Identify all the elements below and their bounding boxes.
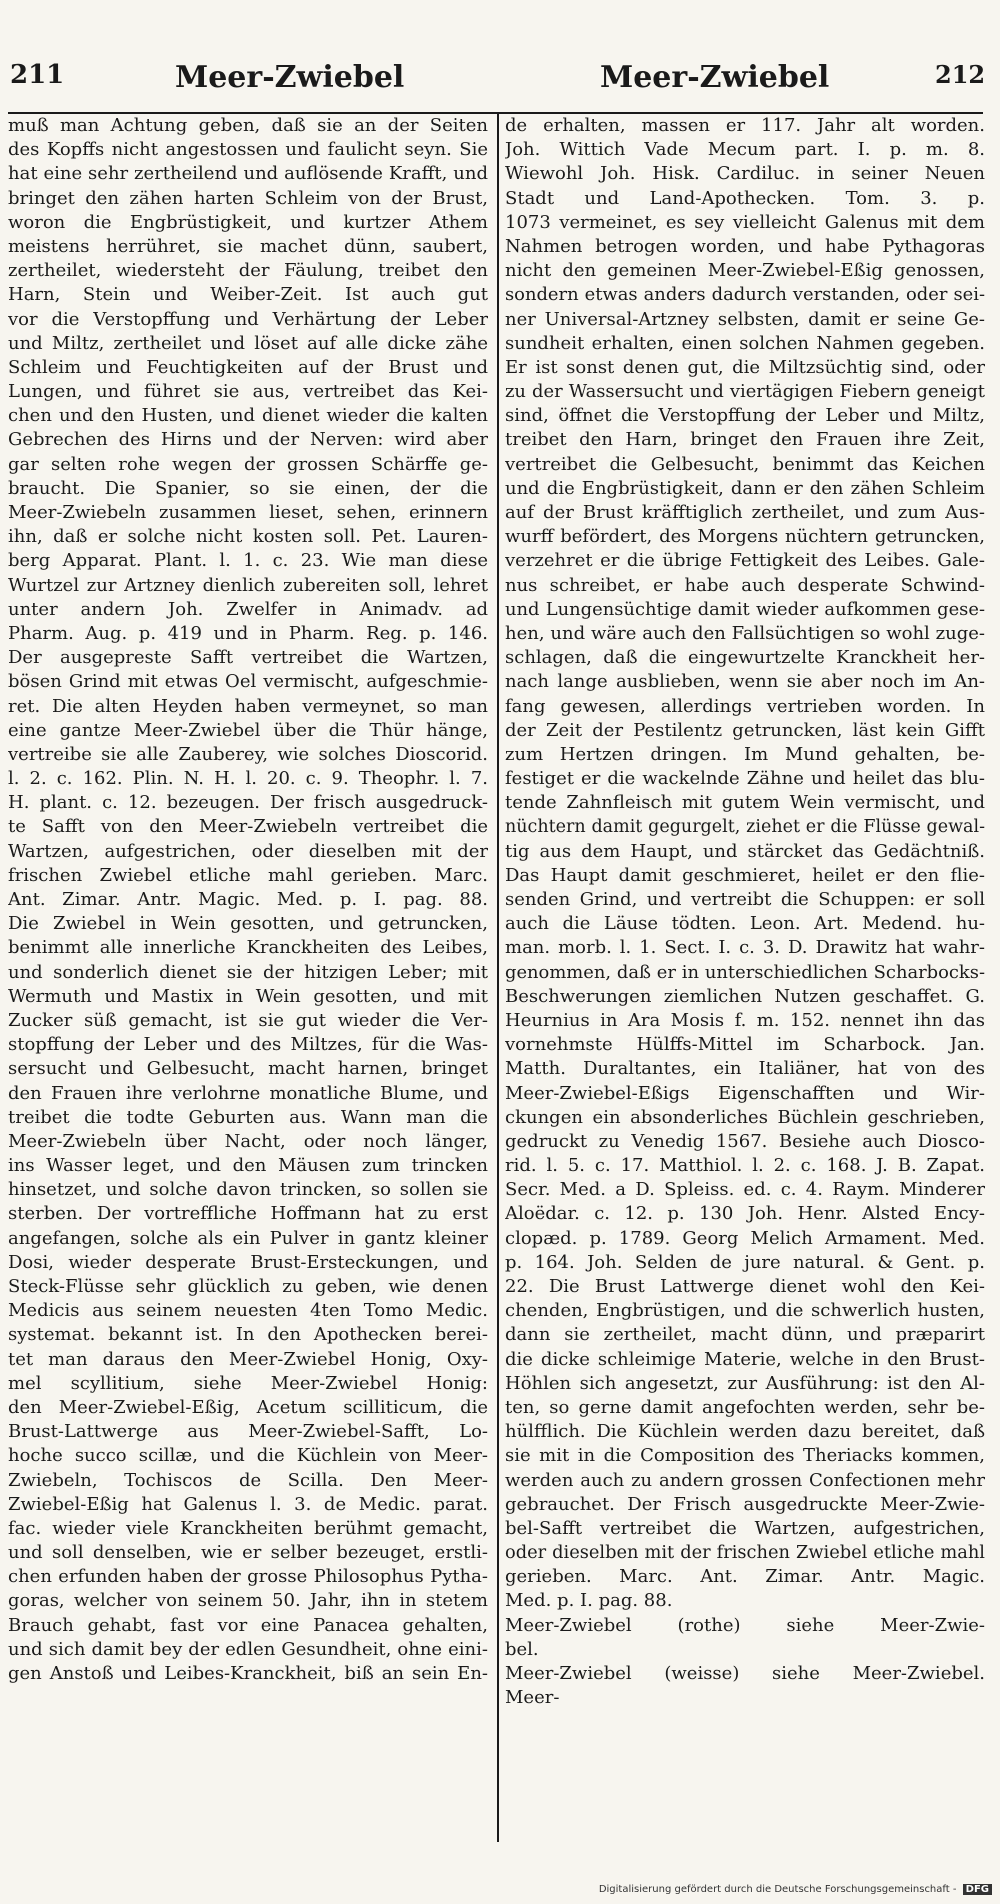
text-line: sterben. Der vortreffliche Hoffmann hat zu erst xyxy=(8,1203,488,1225)
running-title-right: Meer-Zwiebel xyxy=(600,60,830,95)
text-line: vertreibet die Gelbesucht, benimmt das Keichen xyxy=(505,453,985,475)
text-line: senden Grind, und vertreibt die Schuppen: er soll xyxy=(505,889,985,910)
text-line: tig aus dem Haupt, und stärcket das Gedächtniß. xyxy=(505,840,985,862)
text-line: Beschwerungen ziemlichen Nutzen geschaffet. G. xyxy=(505,985,985,1007)
text-line: ihn, daß er solche nicht kosten soll. Pet. Lauren- xyxy=(8,526,488,548)
text-line: Dosi, wieder desperate Brust-Ersteckungen, und xyxy=(8,1251,488,1273)
text-line: hülfflich. Die Küchlein werden dazu bereitet, daß xyxy=(505,1421,985,1443)
text-line: braucht. Die Spanier, so sie einen, der die xyxy=(8,477,488,499)
text-line: vor die Verstopffung und Verhärtung der Leber xyxy=(8,308,488,330)
text-line: hoche succo scillæ, und die Küchlein von Meer- xyxy=(8,1445,488,1467)
text-line: und sonderlich dienet sie der hitzigen Leber; mit xyxy=(8,961,488,983)
text-line: verzehret er die übrige Fettigkeit des Leibes. Gale- xyxy=(505,550,985,572)
text-line: muß man Achtung geben, daß sie an der Seiten xyxy=(8,115,488,136)
text-line: und die Engbrüstigkeit, dann er den zähen Schleim xyxy=(505,477,985,499)
text-line: meistens herrühret, sie machet dünn, saubert, xyxy=(8,235,488,257)
text-line: ret. Die alten Heyden haben vermeynet, so man xyxy=(8,695,488,717)
text-line: Zwiebel-Eßig hat Galenus l. 3. de Medic. parat. xyxy=(8,1493,488,1515)
text-line: Meer- xyxy=(505,1687,560,1709)
text-line: Ant. Zimar. Antr. Magic. Med. p. I. pag. 88. xyxy=(8,889,488,910)
text-line: zu der Wassersucht und viertägigen Fiebern geneigt xyxy=(505,381,985,403)
text-line: te Safft von den Meer-Zwiebeln vertreibet die xyxy=(8,816,488,838)
text-line: nach lange ausblieben, wenn sie aber noch im An- xyxy=(505,671,985,693)
text-line: de erhalten, massen er 117. Jahr alt worden. xyxy=(505,115,985,136)
text-line: Meer-Zwiebeln über Nacht, oder noch länger, xyxy=(8,1130,488,1152)
text-line: hat eine sehr zertheilend und auflösende Krafft, und xyxy=(8,163,488,185)
text-line: werden auch zu andern grossen Confectionen mehr xyxy=(505,1469,985,1491)
dfg-logo: DFG xyxy=(963,1884,992,1895)
text-line: hen, und wäre auch den Fallsüchtigen so wohl zuge- xyxy=(505,622,985,644)
text-line: schlagen, daß die eingewurtzelte Kranckheit her- xyxy=(505,647,985,669)
text-line: vertreibe sie alle Zauberey, wie solches Dioscorid. xyxy=(8,743,488,765)
running-header xyxy=(0,52,1000,108)
text-line: Meer-Zwiebeln zusammen lieset, sehen, erinnern xyxy=(8,502,488,523)
text-line: gerieben. Marc. Ant. Zimar. Antr. Magic. xyxy=(505,1566,985,1588)
text-line: mel scyllitium, siehe Meer-Zwiebel Honig: xyxy=(8,1372,488,1394)
text-line: Brust-Lattwerge aus Meer-Zwiebel-Safft, Lo- xyxy=(8,1421,488,1443)
running-title-left: Meer-Zwiebel xyxy=(175,60,405,95)
text-line: ckungen ein absonderliches Büchlein geschrieben, xyxy=(505,1106,985,1128)
page-number-left: 211 xyxy=(10,60,65,90)
text-line: bel-Safft vertreibet die Wartzen, aufgestrichen, xyxy=(505,1517,985,1539)
text-line: clopæd. p. 1789. Georg Melich Armament. Med. xyxy=(505,1227,985,1249)
text-line: Zucker süß gemacht, ist sie gut wieder die Ver- xyxy=(8,1009,488,1031)
text-line: gar selten rohe wegen der grossen Schärffe ge- xyxy=(8,453,488,475)
text-line: 1073 vermeinet, es sey vielleicht Galenus mit dem xyxy=(505,211,985,233)
text-line: Wartzen, aufgestrichen, oder dieselben mit der xyxy=(8,840,488,862)
column-divider xyxy=(497,112,499,1842)
text-line: gedruckt zu Venedig 1567. Besiehe auch Diosco- xyxy=(505,1130,985,1152)
text-line: oder dieselben mit der frischen Zwiebel etliche mahl xyxy=(505,1542,985,1564)
text-line: Die Zwiebel in Wein gesotten, und getruncken, xyxy=(8,913,488,935)
text-line: Lungen, und führet sie aus, vertreibet das Kei- xyxy=(8,381,488,403)
text-line: sondern etwas anders dadurch verstanden, oder sei- xyxy=(505,284,985,306)
text-line: wurff befördert, des Morgens nüchtern getruncken, xyxy=(505,526,985,548)
text-line: und soll denselben, wie er selber bezeuget, erstli- xyxy=(8,1542,488,1564)
text-line: zertheilet, wiedersteht der Fäulung, treibet den xyxy=(8,260,488,282)
text-line: Der ausgepreste Safft vertreibet die Wartzen, xyxy=(8,647,488,669)
text-line: des Kopffs nicht angestossen und faulicht seyn. Sie xyxy=(8,139,488,161)
text-line: Gebrechen des Hirns und der Nerven: wird aber xyxy=(8,429,488,451)
text-line: dann sie zertheilet, macht dünn, und præparirt xyxy=(505,1324,985,1346)
text-line: gen Anstoß und Leibes-Kranckheit, biß an sein En- xyxy=(8,1663,488,1684)
text-line: rid. l. 5. c. 17. Matthiol. l. 2. c. 168. J. B. Zapat. xyxy=(505,1155,985,1177)
text-line: genommen, daß er in unterschiedlichen Scharbocks- xyxy=(505,961,985,983)
text-line: den Meer-Zwiebel-Eßig, Acetum scilliticum, die xyxy=(8,1396,488,1418)
text-line: H. plant. c. 12. bezeugen. Der frisch ausgedruck- xyxy=(8,792,488,814)
text-line: sind, öffnet die Verstopffung der Leber und Miltz, xyxy=(505,405,985,427)
text-line: auf der Brust kräfftiglich zertheilet, und zum Aus- xyxy=(505,502,985,523)
text-column-left xyxy=(8,114,488,1686)
text-line: ner Universal-Artzney selbsten, damit er seine Ge- xyxy=(505,308,985,330)
text-line: l. 2. c. 162. Plin. N. H. l. 20. c. 9. Theophr. l. 7. xyxy=(8,768,488,790)
text-line: berg Apparat. Plant. l. 1. c. 23. Wie man diese xyxy=(8,550,488,572)
text-line: Zwiebeln, Tochiscos de Scilla. Den Meer- xyxy=(8,1469,488,1491)
text-column-right xyxy=(505,114,985,1710)
text-line: und Miltz, zertheilet und löset auf alle dicke zähe xyxy=(8,332,488,354)
text-line: Er ist sonst denen gut, die Miltzsüchtig sind, oder xyxy=(505,356,985,378)
text-line: Wermuth und Mastix in Wein gesotten, und mit xyxy=(8,985,488,1007)
credit-text: Digitalisierung gefördert durch die Deutsche Forschungsgemeinschaft - xyxy=(598,1884,957,1895)
text-line: Meer-Zwiebel (weisse) siehe Meer-Zwiebel. xyxy=(505,1663,985,1684)
text-line: woron die Engbrüstigkeit, und kurtzer Athem xyxy=(8,211,488,233)
text-line: zum Hertzen dringen. Im Mund gehalten, be- xyxy=(505,743,985,765)
text-line: sie mit in die Composition des Theriacks kommen, xyxy=(505,1445,985,1467)
text-line: die dicke schleimige Materie, welche in den Brust- xyxy=(505,1348,985,1370)
text-line: bel. xyxy=(505,1638,539,1660)
text-line: systemat. bekannt ist. In den Apothecken berei- xyxy=(8,1324,488,1346)
text-line: p. 164. Joh. Selden de jure natural. & Gent. p. xyxy=(505,1251,985,1273)
text-line: sersucht und Gelbesucht, macht harnen, bringet xyxy=(8,1058,488,1080)
text-line: Wurtzel zur Artzney dienlich zubereiten soll, lehret xyxy=(8,574,488,596)
text-line: chen erfunden haben der grosse Philosophus Pytha- xyxy=(8,1566,488,1588)
text-line: unter andern Joh. Zwelfer in Animadv. ad xyxy=(8,598,488,620)
text-line: man. morb. l. 1. Sect. I. c. 3. D. Drawitz hat wahr- xyxy=(505,937,985,959)
text-line: ins Wasser leget, und den Mäusen zum trincken xyxy=(8,1155,488,1177)
page-number-right: 212 xyxy=(935,60,986,89)
text-line: stopffung der Leber und des Miltzes, für die Was- xyxy=(8,1034,488,1056)
text-line: Stadt und Land-Apothecken. Tom. 3. p. xyxy=(505,187,985,209)
text-line: fang gewesen, allerdings vertrieben worden. In xyxy=(505,695,985,717)
text-line: Joh. Wittich Vade Mecum part. I. p. m. 8. xyxy=(505,139,985,161)
text-line: Pharm. Aug. p. 419 und in Pharm. Reg. p. 146. xyxy=(8,622,488,644)
text-line: frischen Zwiebel etliche mahl gerieben. Marc. xyxy=(8,864,488,886)
text-line: Meer-Zwiebel (rothe) siehe Meer-Zwie- xyxy=(505,1614,985,1636)
text-line: Nahmen betrogen worden, und habe Pythagoras xyxy=(505,235,985,257)
text-line: Höhlen sich angesetzt, zur Ausführung: ist den Al- xyxy=(505,1372,985,1394)
text-line: treibet die todte Geburten aus. Wann man die xyxy=(8,1106,488,1128)
text-line: benimmt alle innerliche Kranckheiten des Leibes, xyxy=(8,937,488,959)
text-line: Secr. Med. a D. Spleiss. ed. c. 4. Raym. Minderer xyxy=(505,1179,985,1201)
text-line: den Frauen ihre verlohrne monatliche Blume, und xyxy=(8,1082,488,1104)
text-line: gebrauchet. Der Frisch ausgedruckte Meer-Zwie- xyxy=(505,1493,985,1515)
text-line: eine gantze Meer-Zwiebel über die Thür hänge, xyxy=(8,719,488,741)
text-line: fac. wieder viele Kranckheiten berühmt gemacht, xyxy=(8,1517,488,1539)
text-line: bringet den zähen harten Schleim von der Brust, xyxy=(8,187,488,209)
text-line: nicht den gemeinen Meer-Zwiebel-Eßig genossen, xyxy=(505,260,985,282)
text-line: Heurnius in Ara Mosis f. m. 152. nennet ihn das xyxy=(505,1009,985,1031)
text-line: Matth. Duraltantes, ein Italiäner, hat von des xyxy=(505,1058,985,1080)
text-line: Wiewohl Joh. Hisk. Cardiluc. in seiner Neuen xyxy=(505,163,985,185)
text-line: der Zeit der Pestilentz getruncken, läst kein Gifft xyxy=(505,719,985,741)
text-line: vornehmste Hülffs-Mittel im Scharbock. Jan. xyxy=(505,1034,985,1056)
text-line: nus schreibet, er habe auch desperate Schwind- xyxy=(505,574,985,596)
text-line: tende Zahnfleisch mit gutem Wein vermischt, und xyxy=(505,792,985,814)
text-line: tet man daraus den Meer-Zwiebel Honig, Oxy- xyxy=(8,1348,488,1370)
text-line: Medicis aus seinem neuesten 4ten Tomo Medic. xyxy=(8,1300,488,1322)
text-line: und Lungensüchtige damit wieder aufkommen gese- xyxy=(505,598,985,620)
text-line: Med. p. I. pag. 88. xyxy=(505,1590,673,1612)
text-line: goras, welcher von seinem 50. Jahr, ihn in stetem xyxy=(8,1590,488,1612)
text-line: Aloëdar. c. 12. p. 130 Joh. Henr. Alsted Ency- xyxy=(505,1203,985,1225)
text-line: Meer-Zwiebel-Eßigs Eigenschafften und Wir- xyxy=(505,1082,985,1104)
text-line: 22. Die Brust Lattwerge dienet wohl den Kei- xyxy=(505,1276,985,1297)
text-line: angefangen, solche als ein Pulver in gantz kleiner xyxy=(8,1227,488,1249)
text-line: Das Haupt damit geschmieret, heilet er den flie- xyxy=(505,864,985,886)
text-line: Steck-Flüsse sehr glücklich zu geben, wie denen xyxy=(8,1276,488,1297)
digitization-credit xyxy=(599,1884,992,1895)
text-line: Harn, Stein und Weiber-Zeit. Ist auch gut xyxy=(8,284,488,306)
text-line: sundheit erhalten, einen solchen Nahmen gegeben. xyxy=(505,332,985,354)
text-line: und sich damit bey der edlen Gesundheit, ohne eini- xyxy=(8,1638,488,1660)
text-line: nüchtern damit gegurgelt, ziehet er die Flüsse gewal- xyxy=(505,817,985,838)
text-line: bösen Grind mit etwas Oel vermischt, aufgeschmie- xyxy=(8,671,488,693)
text-line: Brauch gehabt, fast vor eine Panacea gehalten, xyxy=(8,1614,488,1636)
text-line: treibet den Harn, bringet den Frauen ihre Zeit, xyxy=(505,429,985,451)
text-line: Schleim und Feuchtigkeiten auf der Brust und xyxy=(8,356,488,378)
text-line: hinsetzet, und solche davon trincken, so sollen sie xyxy=(8,1179,488,1201)
text-line: auch die Läuse tödten. Leon. Art. Medend. hu- xyxy=(505,913,985,935)
text-line: chenden, Engbrüstigen, und die schwerlich husten, xyxy=(505,1300,985,1322)
text-line: chen und den Husten, und dienet wieder die kalten xyxy=(8,405,488,427)
text-line: ten, so gerne damit angefochten werden, sehr be- xyxy=(505,1396,985,1418)
text-line: festiget er die wackelnde Zähne und heilet das blu- xyxy=(505,768,985,790)
